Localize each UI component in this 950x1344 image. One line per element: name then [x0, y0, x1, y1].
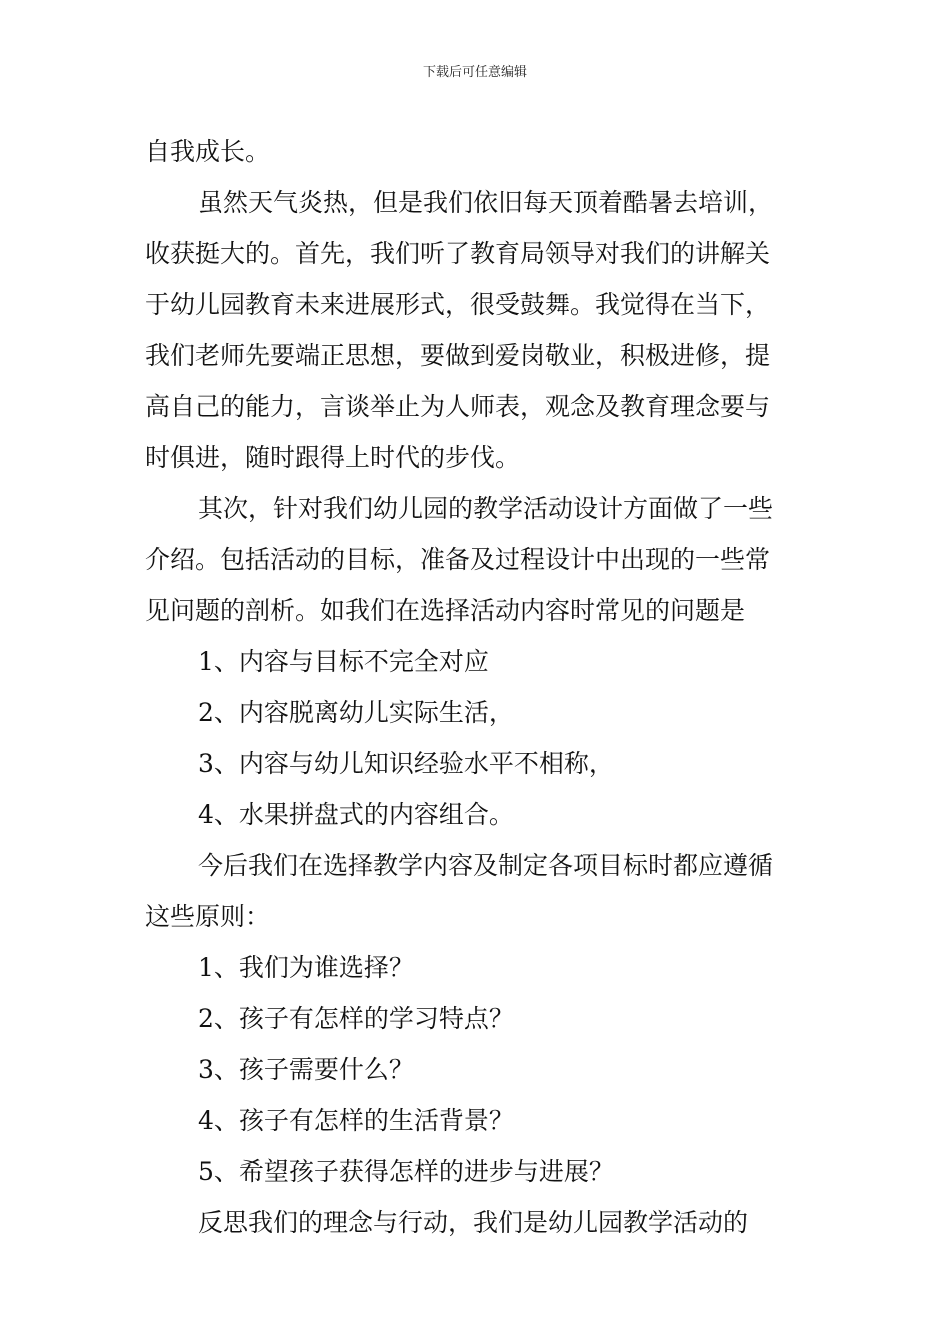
body-line-15: 今后我们在选择教学内容及制定各项目标时都应遵循: [198, 851, 774, 880]
list-item-principle-3: 3、孩子需要什么？: [198, 1055, 414, 1084]
body-line-2: 虽然天气炎热，但是我们依旧每天顶着酷暑去培训，: [198, 188, 774, 217]
body-line-9: 介绍。包括活动的目标，准备及过程设计中出现的一些常: [145, 545, 771, 574]
document-body: [145, 126, 810, 1248]
list-item-principle-1: 1、我们为谁选择？: [198, 953, 414, 982]
body-line-4: 于幼儿园教育未来进展形式，很受鼓舞。我觉得在当下，: [145, 290, 771, 319]
list-item-content-3: 3、内容与幼儿知识经验水平不相称，: [198, 749, 614, 778]
body-line-5: 我们老师先要端正思想，要做到爱岗敬业，积极进修，提: [145, 341, 771, 370]
list-item-content-2: 2、内容脱离幼儿实际生活，: [198, 698, 514, 727]
list-item-principle-5: 5、希望孩子获得怎样的进步与进展？: [198, 1157, 614, 1186]
list-item-principle-4: 4、孩子有怎样的生活背景？: [198, 1106, 514, 1135]
body-line-7: 时俱进，随时跟得上时代的步伐。: [145, 443, 521, 472]
body-line-6: 高自己的能力，言谈举止为人师表，观念及教育理念要与: [145, 392, 771, 421]
body-line-3: 收获挺大的。首先，我们听了教育局领导对我们的讲解关: [145, 239, 771, 268]
list-item-principle-2: 2、孩子有怎样的学习特点？: [198, 1004, 514, 1033]
list-item-content-4: 4、水果拼盘式的内容组合。: [198, 800, 514, 829]
body-line-22: 反思我们的理念与行动，我们是幼儿园教学活动的: [198, 1208, 749, 1237]
list-item-content-1: 1、内容与目标不完全对应: [198, 647, 489, 676]
body-line-16: 这些原则：: [145, 902, 271, 931]
body-line-8: 其次，针对我们幼儿园的教学活动设计方面做了一些: [198, 494, 774, 523]
body-line-1: 自我成长。: [145, 137, 271, 166]
body-line-10: 见问题的剖析。如我们在选择活动内容时常见的问题是: [145, 596, 746, 625]
page-header: 下载后可任意编辑: [422, 65, 527, 80]
